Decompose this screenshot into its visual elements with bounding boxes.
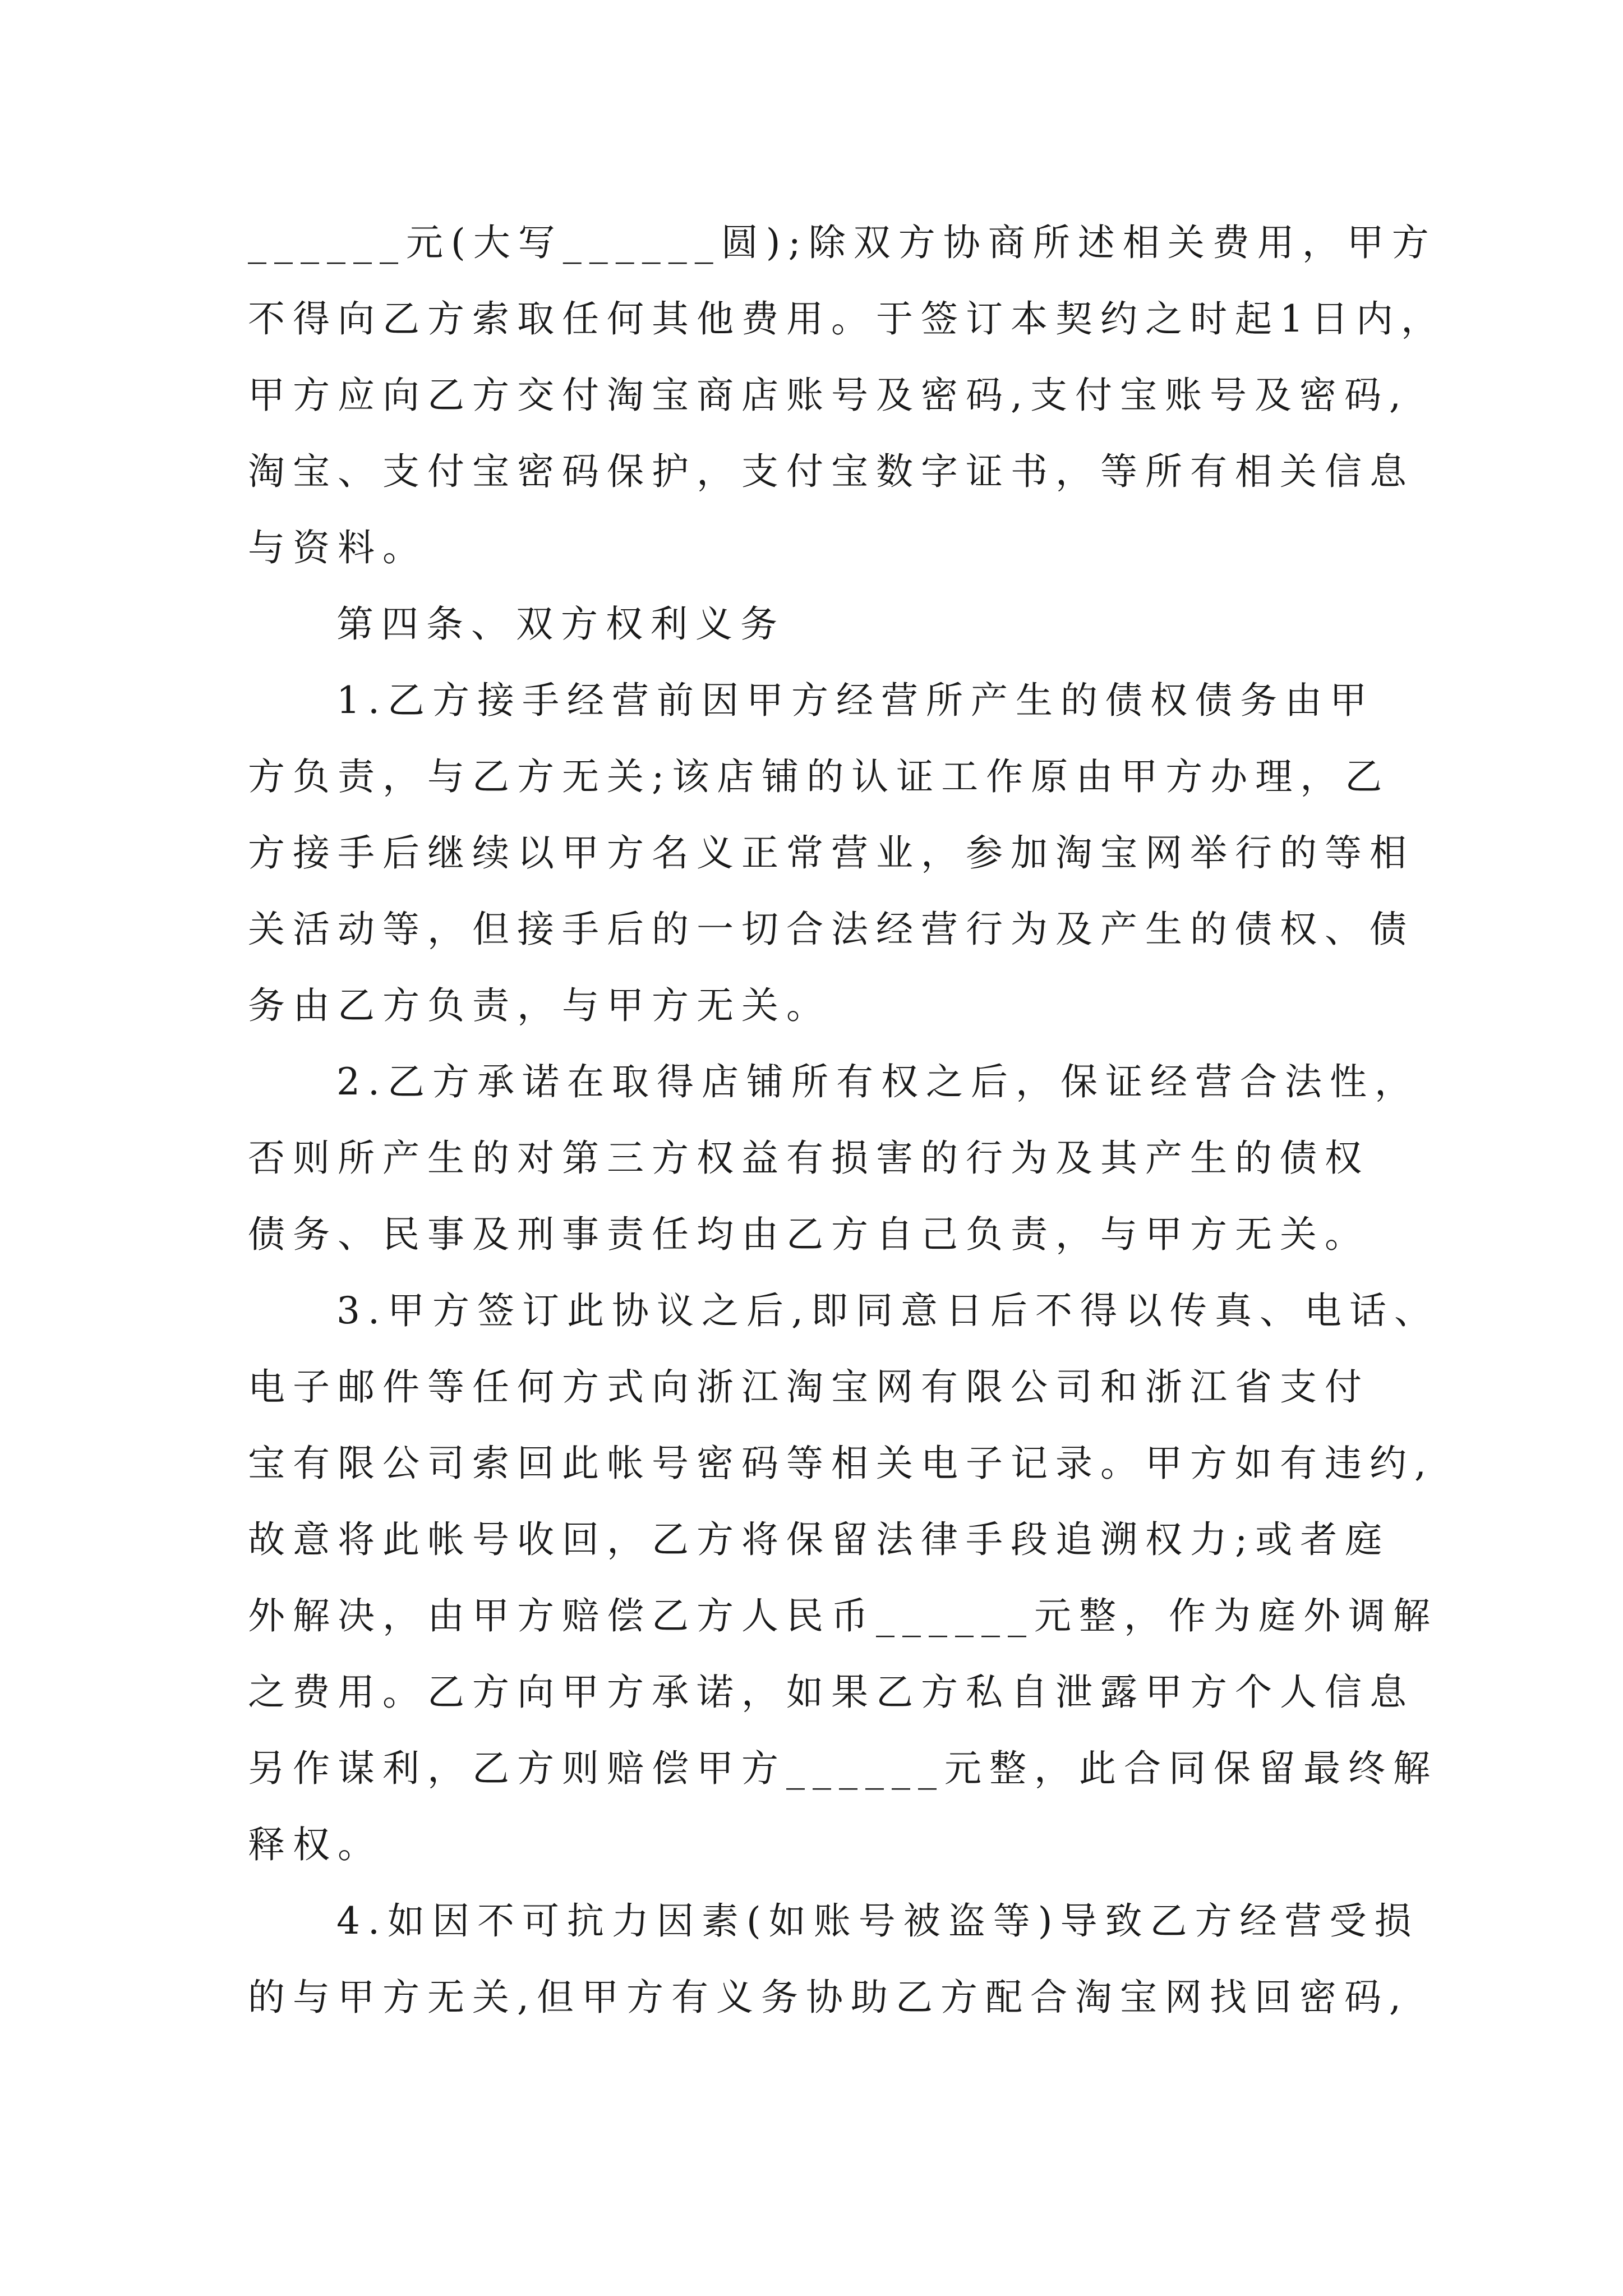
- text-line: 甲方应向乙方交付淘宝商店账号及密码,支付宝账号及密码,: [248, 374, 1409, 417]
- text-line: 另作谋利，乙方则赔偿甲方______元整，此合同保留最终解: [248, 1747, 1438, 1790]
- text-line: 释权。: [248, 1823, 382, 1866]
- text-line: 故意将此帐号收回，乙方将保留法律手段追溯权力;或者庭: [248, 1518, 1390, 1561]
- text-line: 外解决，由甲方赔偿乙方人民币______元整，作为庭外调解: [248, 1594, 1438, 1637]
- text-line: 方负责，与乙方无关;该店铺的认证工作原由甲方办理，乙: [248, 755, 1390, 798]
- text-line: 与资料。: [248, 526, 427, 569]
- text-line: 4.如因不可抗力因素(如账号被盗等)导致乙方经营受损: [336, 1899, 1419, 1943]
- text-line: 2.乙方承诺在取得店铺所有权之后，保证经营合法性，: [336, 1060, 1419, 1103]
- text-line: 3.甲方签订此协议之后,即同意日后不得以传真、电话、: [336, 1289, 1439, 1332]
- text-line: 电子邮件等任何方式向浙江淘宝网有限公司和浙江省支付: [248, 1365, 1370, 1409]
- text-line: ______元(大写______圆);除双方协商所述相关费用，甲方: [248, 221, 1437, 264]
- text-line: 债务、民事及刑事责任均由乙方自己负责，与甲方无关。: [248, 1213, 1370, 1256]
- text-line: 的与甲方无关,但甲方有义务协助乙方配合淘宝网找回密码,: [248, 1976, 1409, 2019]
- text-line: 1.乙方接手经营前因甲方经营所产生的债权债务由甲: [336, 679, 1375, 722]
- text-line: 之费用。乙方向甲方承诺，如果乙方私自泄露甲方个人信息: [248, 1671, 1414, 1714]
- section-heading: 第四条、双方权利义务: [336, 602, 785, 646]
- text-line: 淘宝、支付宝密码保护，支付宝数字证书，等所有相关信息: [248, 450, 1414, 493]
- text-line: 否则所产生的对第三方权益有损害的行为及其产生的债权: [248, 1137, 1370, 1180]
- text-line: 方接手后继续以甲方名义正常营业，参加淘宝网举行的等相: [248, 831, 1414, 875]
- text-line: 不得向乙方索取任何其他费用。于签订本契约之时起1日内，: [248, 297, 1446, 341]
- text-line: 务由乙方负责，与甲方无关。: [248, 984, 831, 1027]
- text-line: 宝有限公司索回此帐号密码等相关电子记录。甲方如有违约,: [248, 1442, 1434, 1485]
- text-line: 关活动等，但接手后的一切合法经营行为及产生的债权、债: [248, 908, 1414, 951]
